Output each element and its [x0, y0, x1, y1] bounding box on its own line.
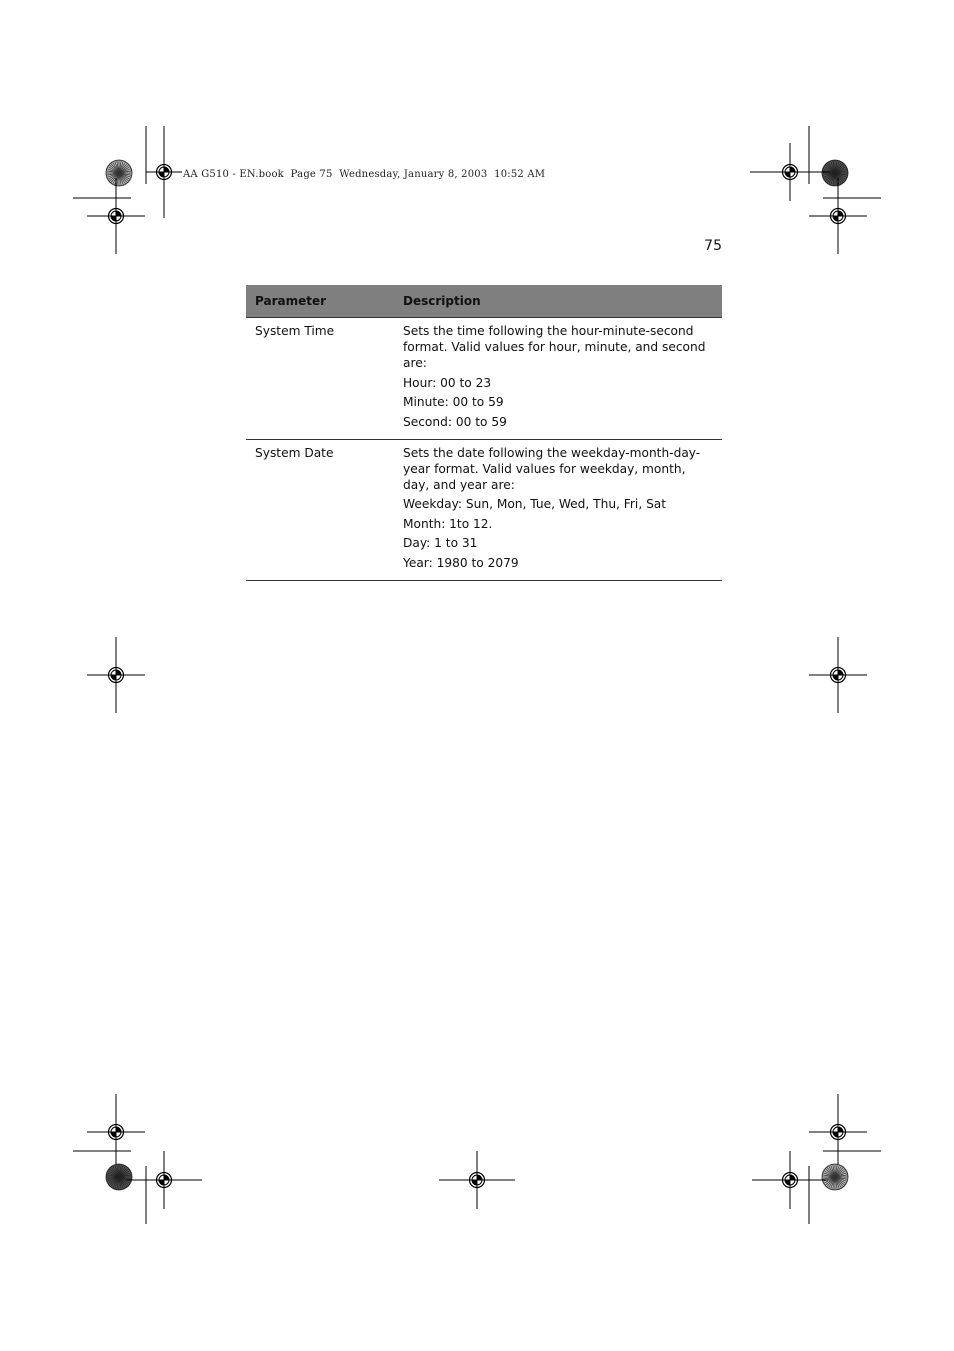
parameter-name: System Time [246, 318, 394, 440]
parameter-name: System Date [246, 439, 394, 580]
value-range: Weekday: Sun, Mon, Tue, Wed, Thu, Fri, Sat [403, 497, 667, 511]
value-range: Hour: 00 to 23 [403, 375, 492, 390]
book-slug-line: AA G510 - EN.book Page 75 Wednesday, January 8, 2003 10:52 AM [183, 169, 546, 180]
parameter-description-cell [394, 318, 722, 440]
value-range: Year: 1980 to 2079 [403, 555, 519, 570]
value-range: Month: 1to 12. [403, 516, 493, 531]
table-row [246, 439, 722, 580]
table-row [246, 318, 722, 440]
value-range: Second: 00 to 59 [403, 414, 507, 429]
column-header-parameter: Parameter [246, 285, 394, 318]
registration-target-icon [87, 178, 145, 254]
value-range: Minute: 00 to 59 [403, 395, 504, 409]
registration-target-icon [126, 1151, 202, 1209]
registration-target-icon [809, 637, 867, 713]
registration-target-icon [146, 126, 182, 218]
registration-target-icon [809, 1094, 867, 1170]
column-header-description: Description [394, 285, 722, 318]
parameter-table [246, 285, 722, 581]
registration-target-icon [752, 1151, 828, 1209]
value-range: Day: 1 to 31 [403, 536, 478, 550]
color-calibration-starburst-icon [822, 160, 848, 186]
color-calibration-starburst-icon [106, 160, 132, 186]
description-text: Sets the date following the weekday-month-day-year format. Valid values for weekday, month, day, and year are: [403, 445, 701, 492]
table-header-row [246, 285, 722, 318]
page-number: 75 [704, 238, 722, 254]
color-calibration-starburst-icon [106, 1164, 132, 1190]
color-calibration-starburst-icon [822, 1164, 848, 1190]
description-text: Sets the time following the hour-minute-second format. Valid values for hour, minute, and second are: [403, 324, 706, 370]
registration-target-icon [87, 637, 145, 713]
registration-target-icon [439, 1151, 515, 1209]
registration-target-icon [809, 178, 867, 254]
registration-target-icon [87, 1094, 145, 1170]
parameter-description-cell [394, 439, 722, 580]
registration-target-icon [750, 143, 830, 201]
